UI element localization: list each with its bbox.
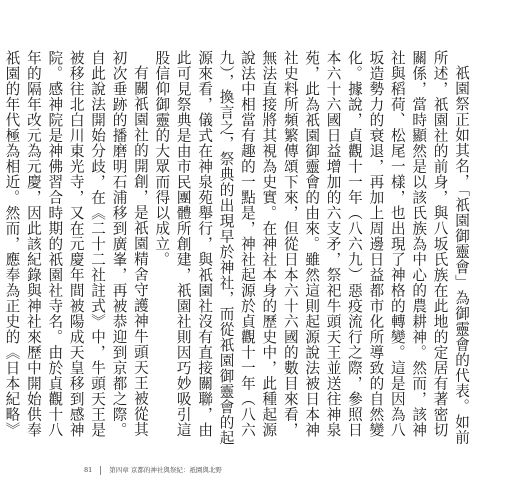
page-footer [84,465,222,475]
paragraph-gion-festival: 祇園祭正如其名，「祇園御靈會」為御靈會的代表。如前所述，祇園社的前身，與八坂氏族在此地的定居有著密切關係，當時顯然是以該氏族為中心的農耕神。然而，該神社與稻荷、松尾一樣，也出現了神格的轉變。這是因為八坂造勢力的衰退，再加上周邊日益都市化所導致的自然變化。據說，貞觀十一年（八六九）惡疫流行之際，參照日本六十六國日益增加的六支矛，祭祀牛頭天王並送往神泉苑，此為祇園御靈會的由來。雖然這則起源說法被日本神社史料所頻繁傳頌下來，但從日本六十六國的數目來看，無法直接將其視為史實。在神社本身的歷史中，此種起源說法中相當有趣的一點是，神社起源於貞觀十一年（八六九），換言之，祭典的出現早於神社，而從祇園御靈會的起源來看，儀式在神泉苑舉行，與祇園社沒有直接關聯，由此可見祭典是由市民團體所創建，祇園社則因巧妙吸引這股信仰御靈的大眾而得以成立。 [153,50,470,446]
paragraph-gion-shrine-origin: 有關祇園社的開創，是祇園精舍守護神牛頭天王被從其初次垂跡的播磨明石浦移到廣峯，再被恭迎到京都之際。自此說法開始分歧，在《二十二社註式》中，牛頭天王是被移往北白川東光寺，又在元慶年間被陽成天皇移到感神院。感神院是神佛習合時期的祇園社寺名。由於貞觀十八年的隔年改元為元慶，因此該紀錄與神社來歷中開始供奉祇園的年代極為相近。然而，應奉為正史的《日本紀略》 [3,50,149,438]
body-text [3,50,472,446]
footer-divider [100,466,101,475]
page-number: 81 [84,466,93,474]
running-head: 第四章 京都的神社與祭紀：祇園與北野 [109,466,222,474]
